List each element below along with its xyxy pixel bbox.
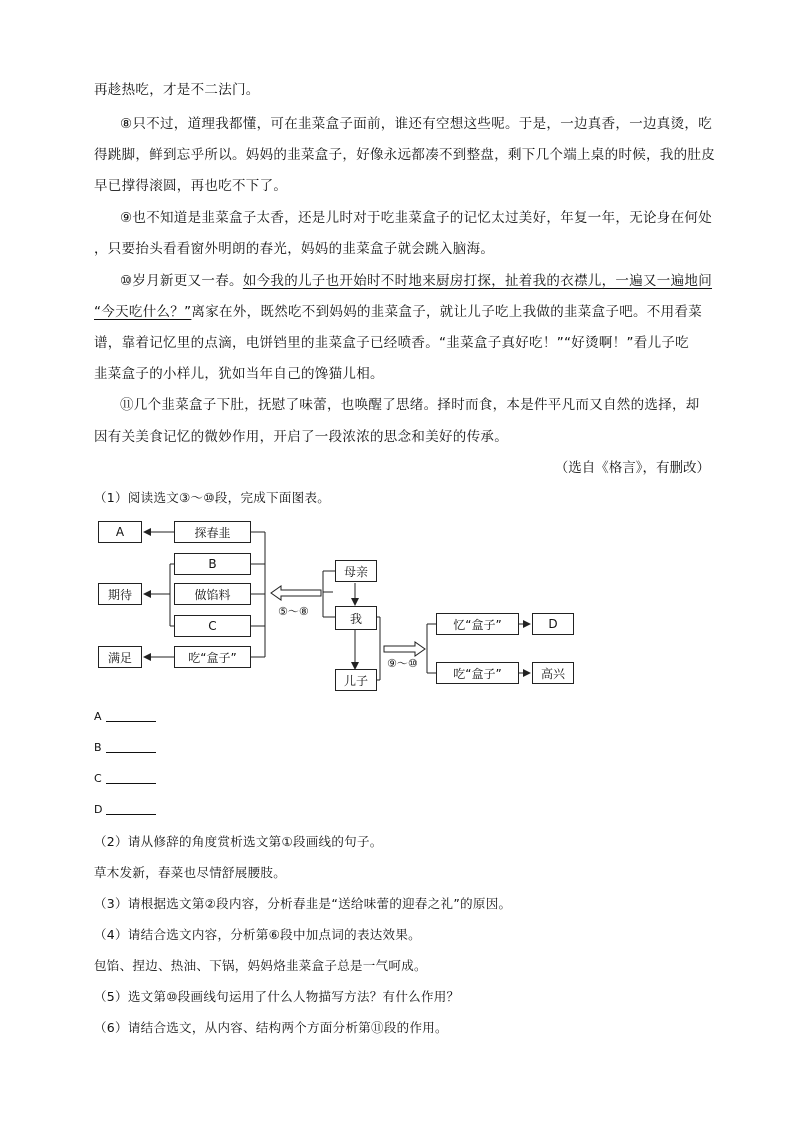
paragraph-10-line: 谱，靠着记忆里的点滴，电饼铛里的韭菜盒子已经喷香。“韭菜盒子真好吃！”“好烫啊！”看儿子吃 xyxy=(94,335,689,351)
question-1: （1）阅读选文③～⑩段，完成下面图表。 xyxy=(94,490,331,505)
question-2-quote: 草木发新，春菜也尽情舒展腰肢。 xyxy=(94,865,287,880)
box-c: C xyxy=(174,615,251,637)
box-er-zi: 儿子 xyxy=(335,669,377,691)
paragraph-9-line: ，只要抬头看看窗外明朗的春光，妈妈的韭菜盒子就会跳入脑海。 xyxy=(94,241,495,257)
question-3: （3）请根据选文第②段内容，分析春韭是“送给味蕾的迎春之礼”的原因。 xyxy=(94,896,512,911)
passage-line: 再趁热吃，才是不二法门。 xyxy=(94,82,260,98)
label-para-5-8: ⑤～⑧ xyxy=(278,605,309,618)
box-wo: 我 xyxy=(335,606,377,630)
box-zuo-xian-liao: 做馅料 xyxy=(174,583,251,605)
question-2: （2）请从修辞的角度赏析选文第①段画线的句子。 xyxy=(94,834,383,849)
p10-text: 离家在外，既然吃不到妈妈的韭菜盒子，就让儿子吃上我做的韭菜盒子吧。不用看菜 xyxy=(191,304,702,320)
question-4: （4）请结合选文内容，分析第⑥段中加点词的表达效果。 xyxy=(94,927,421,942)
label-para-9-10: ⑨～⑩ xyxy=(387,657,418,670)
paragraph-11-line: 因有关美食记忆的微妙作用，开启了一段浓浓的思念和美好的传承。 xyxy=(94,429,508,445)
box-a: A xyxy=(98,521,142,543)
p10-underlined: 如今我的儿子也开始时不时地来厨房打探，扯着我的衣襟儿，一遍又一遍地问 xyxy=(242,273,713,289)
answer-blank-a[interactable] xyxy=(94,709,156,725)
box-chi-he-zi: 吃“盒子” xyxy=(174,646,251,668)
paragraph-8-line: 早已撑得滚圆，再也吃不下了。 xyxy=(94,178,288,194)
question-6: （6）请结合选文，从内容、结构两个方面分析第⑪段的作用。 xyxy=(94,1020,448,1035)
answer-label: D xyxy=(94,803,103,816)
p10-underlined: “今天吃什么？” xyxy=(94,304,192,320)
box-chi-he-zi-2: 吃“盒子” xyxy=(436,662,519,684)
answer-blank-b[interactable] xyxy=(94,740,156,756)
paragraph-8-line: ⑧只不过，道理我都懂，可在韭菜盒子面前，谁还有空想这些呢。于是，一边真香，一边真烫，吃 xyxy=(120,116,713,132)
box-man-zu: 满足 xyxy=(98,646,142,668)
paragraph-9-line: ⑨也不知道是韭菜盒子太香，还是儿时对于吃韭菜盒子的记忆太过美好，年复一年，无论身在何处 xyxy=(120,210,713,226)
box-d: D xyxy=(532,613,574,635)
answer-label: A xyxy=(94,710,102,723)
answer-blank-c[interactable] xyxy=(94,771,156,787)
box-qi-dai: 期待 xyxy=(98,583,142,605)
p10-text: ⑩岁月新更又一春。 xyxy=(120,273,243,289)
paragraph-10-line: 韭菜盒子的小样儿，犹如当年自己的馋猫儿相。 xyxy=(94,366,384,382)
answer-label: C xyxy=(94,772,102,785)
paragraph-8-line: 得跳脚，鲜到忘乎所以。妈妈的韭菜盒子，好像永远都凑不到整盘，剩下几个端上桌的时候，我的肚皮 xyxy=(94,147,715,163)
question-5: （5）选文第⑩段画线句运用了什么人物描写方法？有什么作用？ xyxy=(94,989,460,1004)
answer-blank-d[interactable] xyxy=(94,802,156,818)
box-gao-xing: 高兴 xyxy=(532,662,574,684)
box-tan-chun-jiu: 探春韭 xyxy=(174,521,251,543)
box-yi-he-zi: 忆“盒子” xyxy=(436,613,519,635)
box-b: B xyxy=(174,553,251,575)
answer-label: B xyxy=(94,741,102,754)
paragraph-11-line: ⑪几个韭菜盒子下肚，抚慰了味蕾，也唤醒了思绪。择时而食，本是件平凡而又自然的选择，却 xyxy=(120,397,700,413)
source-citation: （选自《格言》，有删改） xyxy=(554,460,710,476)
box-mu-qin: 母亲 xyxy=(335,560,377,582)
question-4-quote: 包馅、捏边、热油、下锅，妈妈烙韭菜盒子总是一气呵成。 xyxy=(94,958,427,973)
